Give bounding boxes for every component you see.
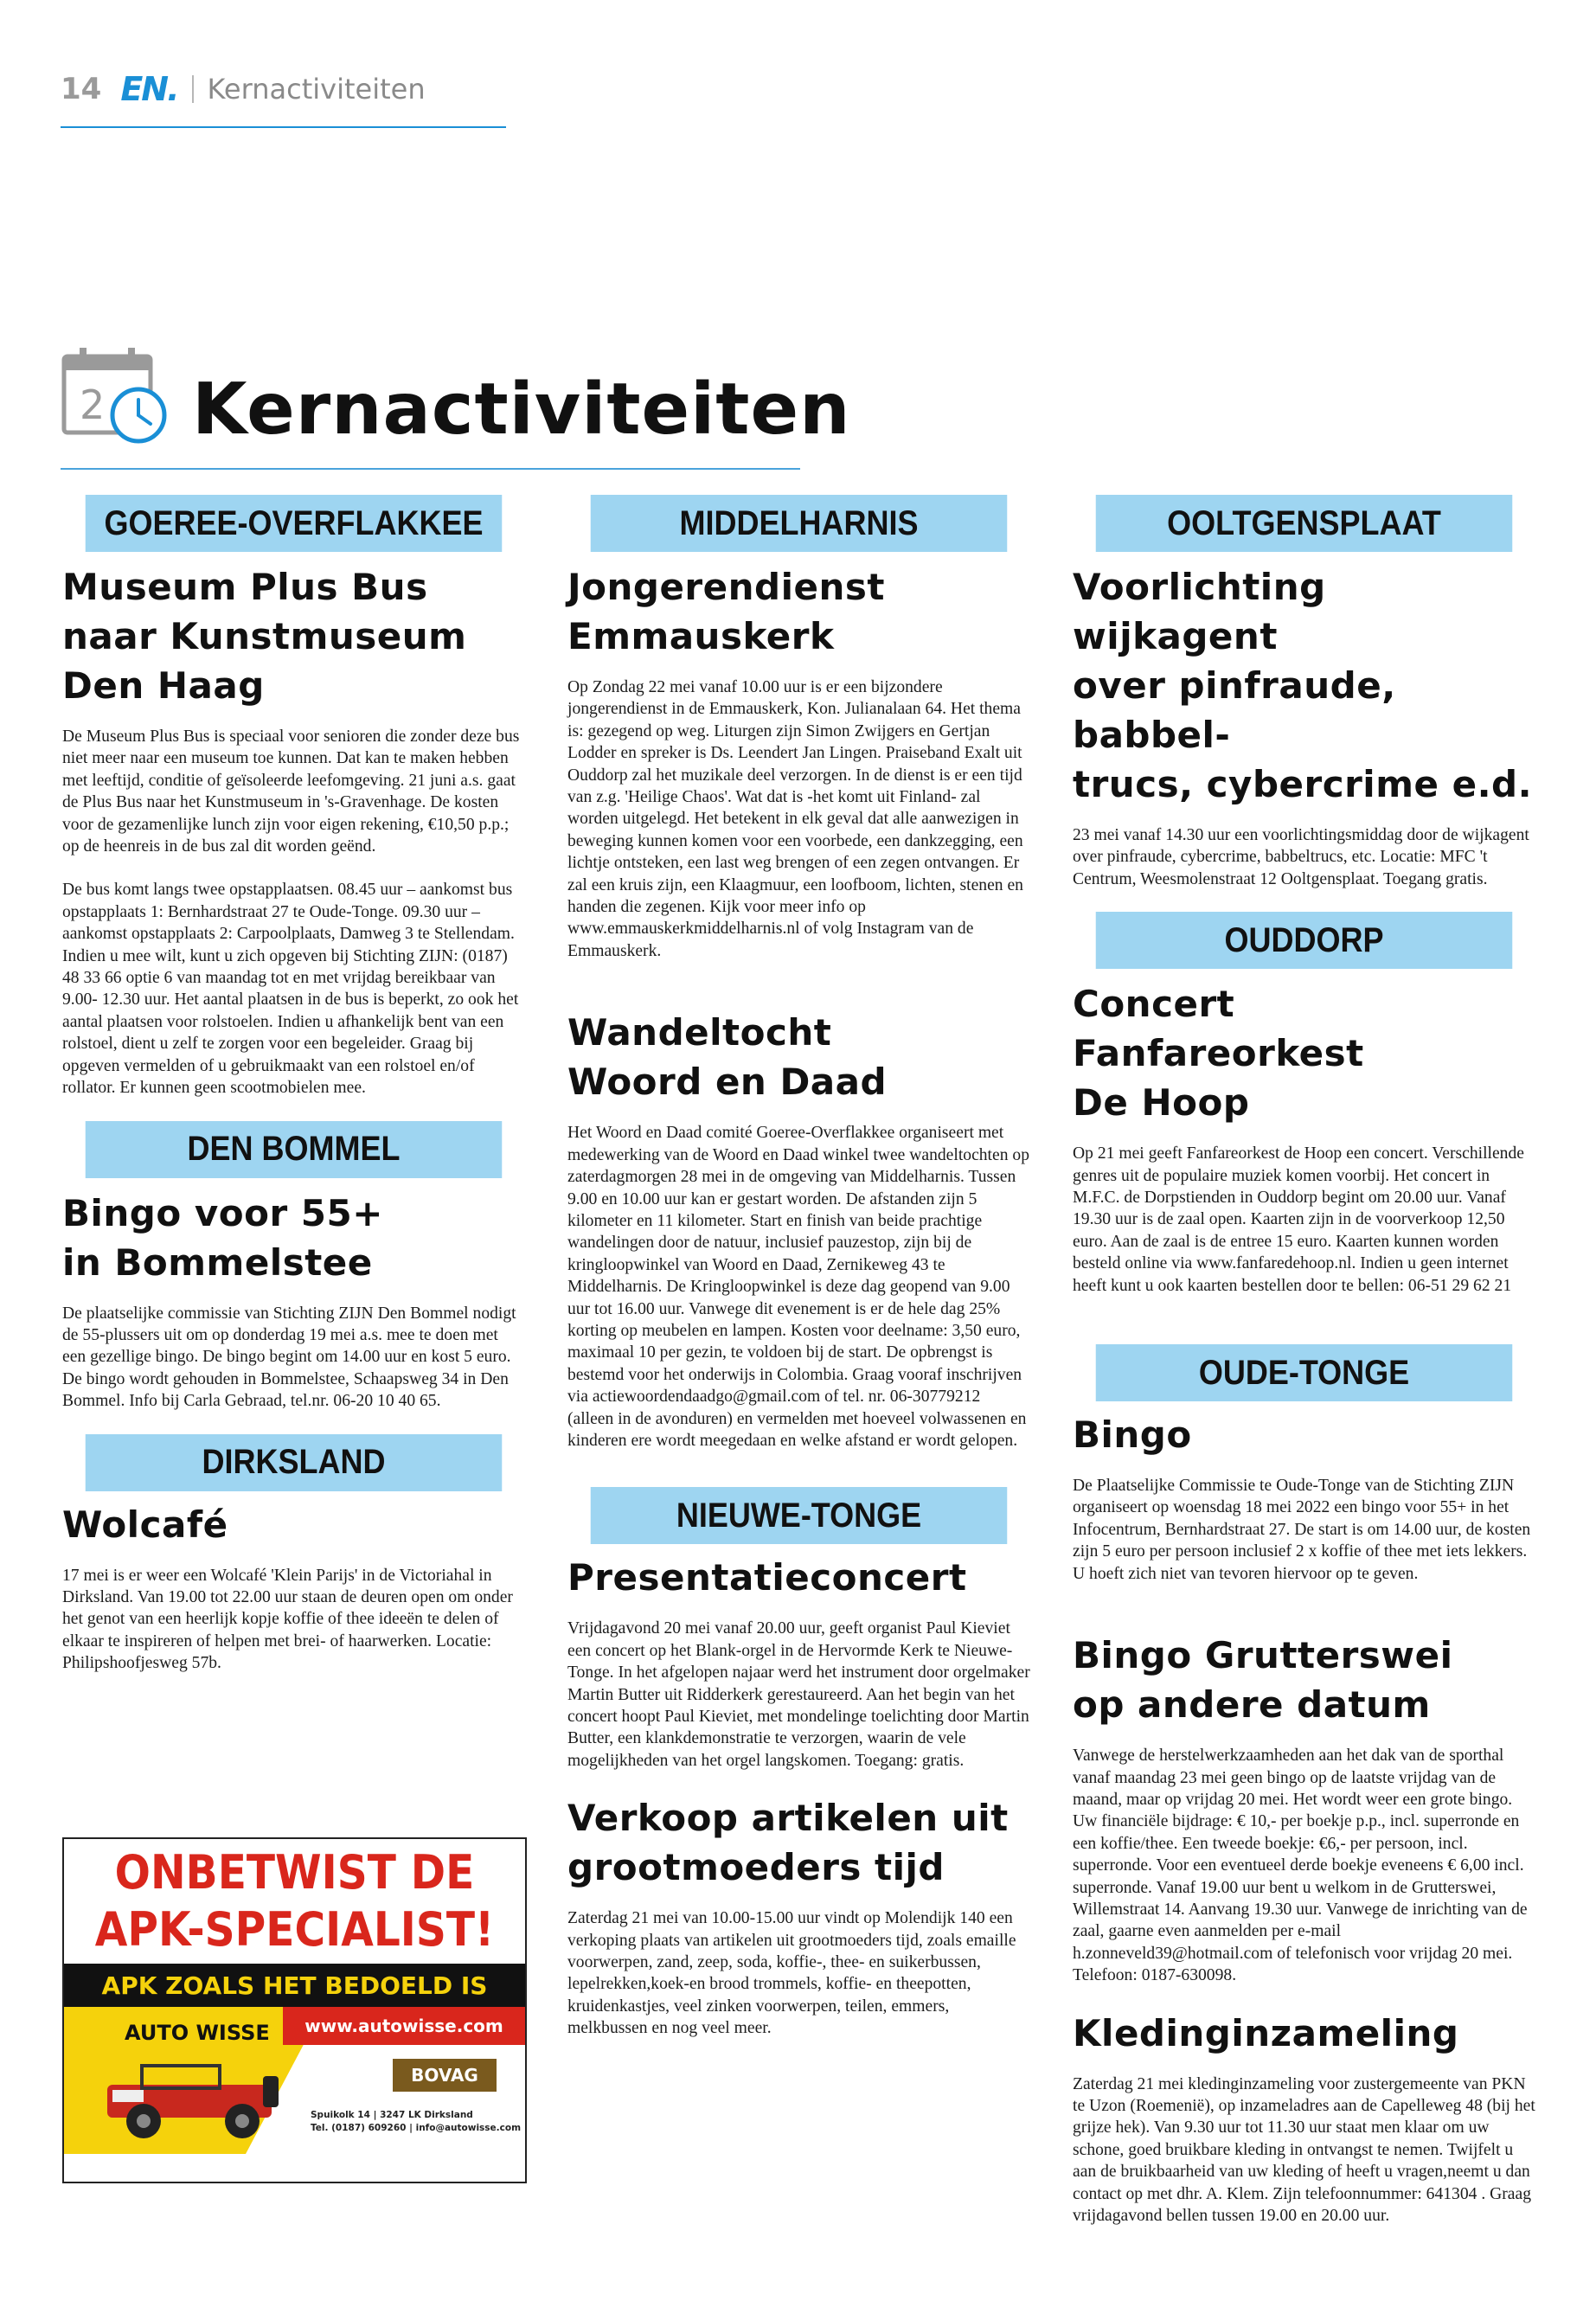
article-body: De Plaatselijke Commissie te Oude-Tonge van de Stichting ZIJN organiseert op woensdag 18 mei 2022 een bingo voor 55+ in het Infocentrum, Bernhardstraat 27. De start is om 14.00 uur, de kosten zijn 5 euro per persoon inclusief 2 x koffie of thee met iets lekkers. U hoeft zich niet van tevoren hiervoor op te geven. — [1073, 1477, 1531, 1583]
ad-bottom — [64, 2007, 525, 2154]
ad-headline-2: APK-SPECIALIST! — [94, 1902, 495, 1957]
article-body: Vanwege de herstelwerkzaamheden aan het dak van de sporthal vanaf maandag 23 mei geen bingo op de laatste vrijdag van de maand, maar op vrijdag 20 mei. Het wordt weer een grote bingo. Uw financiële bijdrage: € 10,- per boekje p.p., incl. superronde en een koffie/thee. Een tweede boekje: €6,- per persoon, incl. superronde. Voor een eventueel derde boekje eveneens € 6,00 incl. superronde. Vanaf 19.00 uur bent u welkom in de Grutterswei, Willemstraat 14. Aanvang 19.30 uur. Vanwege de inrichting van de zaal, gaarne even aanmelden per e-mail h.zonneveld39@hotmail.com of telefonisch voor vrijdag 20 mei. Telefoon: 0187-630098. — [1073, 1747, 1528, 1985]
title-rule — [61, 468, 800, 470]
article-title-concert-fanfareorkest: Concert Fanfareorkest De Hoop — [1073, 983, 1364, 1125]
jeep-icon — [90, 2050, 298, 2145]
region-band-ouddorp: OUDDORP — [1073, 912, 1535, 969]
ad-address: Spuikolk 14 | 3247 LK Dirksland Tel. (0187) 609260 | info@autowisse.com — [311, 2110, 522, 2133]
region-band-goeree-overflakkee: GOEREE-OVERFLAKKEE — [62, 495, 525, 552]
article-title-bingo-grutterswei: Bingo Grutterswei op andere datum — [1073, 1634, 1453, 1727]
article-title-bingo: Bingo — [1073, 1413, 1192, 1457]
article-body: 17 mei is er weer een Wolcafé 'Klein Parijs' in de Victoriahal in Dirksland. Van 19.00 tot 22.00 uur staan de deuren open om onder het genot van een heerlijk kopje koffie of thee ideeën te delen of elkaar te inspireren of helpen met brei- of haarwerken. Locatie: Philipshoofjesweg 57b. — [62, 1566, 513, 1673]
ad-website[interactable]: www.autowisse.com — [283, 2007, 525, 2045]
region-band-oude-tonge: OUDE-TONGE — [1073, 1344, 1535, 1401]
article-title-wolcafe: Wolcafé — [62, 1503, 228, 1546]
advertisement-auto-wisse[interactable] — [62, 1837, 527, 2183]
column-3 — [1073, 495, 1535, 2248]
article-title-bingo-bommelstee: Bingo voor 55+ in Bommelstee — [62, 1191, 383, 1284]
article-body: Op 21 mei geeft Fanfareorkest de Hoop een concert. Verschillende genres uit de populaire muziek komen voorbij. Het concert in M.F.C. de Dorpstienden in Ouddorp begint om 20.00 uur. Vanaf 19.30 uur is de zaal open. Kaarten zijn in de voorverkoop 12,50 euro. Aan de zaal is de entree 15 euro. Kaarten kunnen worden besteld online via www.fanfaredehoop.nl. Indien u geen internet heeft kunt u ook kaarten bestellen door te bellen: 06-51 29 62 21 — [1073, 1144, 1524, 1295]
article-body: Op Zondag 22 mei vanaf 10.00 uur is er een bijzondere jongerendienst in de Emmauskerk, Kon. Julianalaan 64. Het thema is: gezegend op weg. Liturgen zijn Simon Zwijgers en Gertjan Lodder en spreker is Ds. Leendert Jan Lingen. Praiseband Exalt uit Ouddorp zal het muzikale deel verzorgen. In de dienst is er een tijd van z.g. 'Heilige Chaos'. Wat dat is -het komt uit Finland- zal worden uitgelegd. Het betekent in elk geval dat alle aanwezigen in beweging kunnen komen voor een voorbede, een dankzegging, een lichtje ontsteken, een last weg brengen of een zegen ontvangen. Er zal een kruis zijn, een Klaagmuur, een loofboom, lichten, stenen en handen die zegenen. Kijk voor meer info op www.emmauskerkmiddelharnis.nl of volg Instagram van de Emmauskerk. — [567, 678, 1023, 960]
region-band-ooltgensplaat: OOLTGENSPLAAT — [1073, 495, 1535, 552]
article-body: Zaterdag 21 mei kledinginzameling voor zustergemeente van PKN te Uzon (Roemenië), op inzameladres aan de Capelleweg 48 (bij het grijze hek). Van 9.30 uur tot 11.30 uur staat men klaar om uw schone, goed bruikbare kleding in ontvangst te nemen. Twijfelt u aan de bruikbaarheid van uw kleding of heeft u vragen,neemt u dan contact op met dhr. A. Klem. Zijn telefoonnummer: 641304 . Graag vrijdagavond bellen tussen 19.00 en 20.00 uur. — [1073, 2074, 1535, 2225]
ad-tagline: APK ZOALS HET BEDOELD IS — [64, 1964, 525, 2007]
header-section-title: Kernactiviteiten — [207, 73, 426, 106]
page-header — [61, 67, 426, 111]
article-title-museum-plus-bus: Museum Plus Bus naar Kunstmuseum Den Haag — [62, 566, 467, 707]
article-title-presentatieconcert: Presentatieconcert — [567, 1556, 967, 1599]
en-logo: EN. — [120, 70, 178, 108]
article-body: De bus komt langs twee opstapplaatsen. 08.45 uur – aankomst bus opstapplaats 1: Bernhardstraat 27 te Oude-Tonge. 09.30 uur – aankomst opstapplaats 2: Carpoolplaats, Damweg 3 te Stellendam. Indien u mee wilt, kunt u zich opgeven bij Stichting ZIJN: (0187) 48 33 66 optie 6 van maandag tot en met vrijdag bereikbaar van 9.00- 12.30 uur. Het aantal plaatsen in de bus is beperkt, zo ook het aantal plaatsen voor rolstoelen. Indien u afhankelijk bent van een rolstoel, dient u zelf te zorgen voor een begeleider. Graag bij opgeven vermelden of u gebruikmaakt van een rolstoel en/of rollator. Er kunnen geen scootmobielen mee. — [62, 881, 519, 1098]
column-2 — [567, 495, 1030, 2061]
article-body: De plaatselijke commissie van Stichting ZIJN Den Bommel nodigt de 55-plussers uit om op donderdag 19 mei a.s. mee te doen met een gezellige bingo. De bingo begint om 14.00 uur en kost 5 euro. De bingo wordt gehouden in Bommelstee, Schaapsweg 34 in Den Bommel. Info bij Carla Gebraad, tel.nr. 06-20 10 40 65. — [62, 1304, 516, 1411]
article-title-verkoop-artikelen: Verkoop artikelen uit grootmoeders tijd — [567, 1797, 1009, 1889]
article-body: 23 mei vanaf 14.30 uur een voorlichtingsmiddag door de wijkagent over pinfraude, cybercrime, babbeltrucs, etc. Locatie: MFC 't Centrum, Weesmolenstraat 12 Ooltgensplaat. Toegang gratis. — [1073, 826, 1529, 888]
page-title: Kernactiviteiten — [192, 369, 851, 451]
header-rule — [61, 126, 506, 128]
region-band-middelharnis: MIDDELHARNIS — [567, 495, 1030, 552]
ad-brand-name: AUTO WISSE — [118, 2019, 277, 2047]
region-band-nieuwe-tonge: NIEUWE-TONGE — [567, 1487, 1030, 1544]
article-body: Vrijdagavond 20 mei vanaf 20.00 uur, geeft organist Paul Kieviet een concert op het Blank-orgel in de Hervormde Kerk te Nieuwe-Tonge. In het afgelopen najaar werd het instrument door orgelmaker Martin Butter uit Ridderkerk gerestaureerd. Aan het begin van het concert hoopt Paul Kieviet, met mondelinge toelichting door Martin Butter, een klankdemonstratie te verzorgen, waarin de vele mogelijkheden van het orgel langskomen. Toegang: gratis. — [567, 1619, 1030, 1770]
article-title-jongerendienst: Jongerendienst Emmauskerk — [567, 566, 885, 657]
article-body: Het Woord en Daad comité Goeree-Overflakkee organiseert met medewerking van de Woord en Daad winkel twee wandeltochten op zaterdagmorgen 28 mei in de omgeving van Middelharnis. Tussen 9.00 en 10.00 uur kan er gestart worden. De afstanden zijn 5 kilometer en 11 kilometer. Start en finish van beide prachtige wandelingen door de natuur, inclusief pauzestop, zijn bij de kringloopwinkel van Woord en Daad, Zernikeweg 43 te Middelharnis. De Kringloopwinkel is deze dag geopend van 9.00 uur tot 16.00 uur. Vanwege dit evenement is er de hele dag 25% korting op meubelen en lampen. Kosten voor deelname: 3,50 euro, maximaal 10 per gezin, te voldoen bij de start. De opbrengst is bestemd voor het onderwijs in Colombia. Graag vooraf inschrijven via actiewoordendaadgo@gmail.com of tel. nr. 06-30779212 (alleen in de avonduren) en vermelden met hoeveel volwassenen en kinderen ere wordt meegedaan en welke afstand er wordt gelopen. — [567, 1124, 1029, 1450]
header-divider — [192, 75, 194, 103]
ad-headline-1: ONBETWIST DE — [114, 1845, 475, 1900]
column-1 — [62, 495, 525, 1696]
region-band-den-bommel: DEN BOMMEL — [62, 1121, 525, 1178]
page-number: 14 — [61, 72, 102, 106]
article-body: Zaterdag 21 mei van 10.00-15.00 uur vindt op Molendijk 140 een verkoping plaats van artikelen uit grootmoeders tijd, zoals emaille voorwerpen, zand, zeep, soda, koffie-, thee- en suikerbussen, lepelrekken,koek-en brood trommels, koffie- en theepotten, kruidenkastjes, veel zinken voorwerpen, teilen, emmers, melkbussen en nog veel meer. — [567, 1909, 1016, 2038]
article-title-wandeltocht: Wandeltocht Woord en Daad — [567, 1011, 888, 1104]
article-title-voorlichting-wijkagent: Voorlichting wijkagent over pinfraude, babbel- trucs, cybercrime e.d. — [1073, 566, 1533, 805]
calendar-clock-icon — [61, 346, 173, 448]
region-band-dirksland: DIRKSLAND — [62, 1434, 525, 1491]
article-title-kledinginzameling: Kledinginzameling — [1073, 2011, 1459, 2054]
svg-text:2: 2 — [80, 381, 106, 428]
article-body: De Museum Plus Bus is speciaal voor senioren die zonder deze bus niet meer naar een museum toe kunnen. Dat kan te maken hebben met leeftijd, conditie of geïsoleerde leefomgeving. 21 juni a.s. gaat de Plus Bus naar het Kunstmuseum in 's-Gravenhage. De kosten voor de gezamenlijke lunch zijn voor eigen rekening, €10,50 p.p.; op de heenreis in de bus zal dit worden geënd. — [62, 727, 520, 856]
bovag-logo: BOVAG — [393, 2059, 497, 2092]
